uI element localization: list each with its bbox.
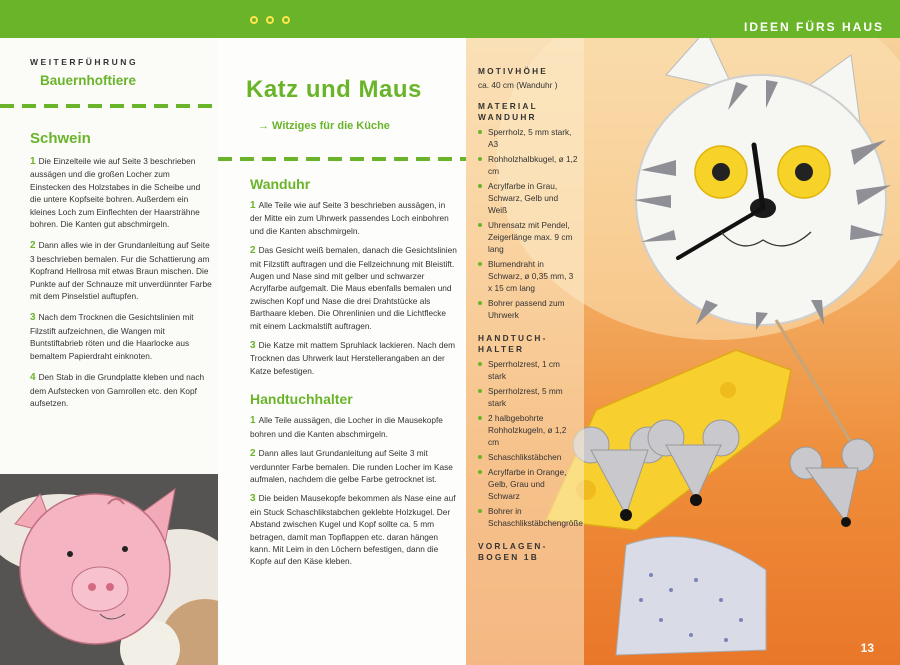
handtuchhalter-step: 2 Dann alles laut Grundanleitung auf Seite 3 mit verdunnter Farbe bemalen. Die runden Locher im Kase aufmalen, nachdem die gelbe Farbe getrocknet ist. bbox=[250, 448, 453, 484]
material-wanduhr-list bbox=[478, 126, 578, 321]
left-dash-divider bbox=[0, 104, 212, 108]
material-item: Sperrholzrest, 1 cm stark bbox=[478, 358, 578, 382]
material-halter-heading: HANDTUCH-HALTER bbox=[478, 333, 548, 355]
material-item: Bohrer in Schaschlikstäbchengröße bbox=[478, 505, 578, 529]
material-wanduhr-heading: MATERIAL WANDUHR bbox=[478, 101, 538, 123]
material-item: Schaschlikstäbchen bbox=[478, 451, 578, 463]
vorlagen-bogen-heading: VORLAGEN-BOGEN 1B bbox=[478, 541, 548, 563]
decorative-dots bbox=[250, 16, 290, 24]
material-item: Blumendraht in Schwarz, ø 0,35 mm, 3 x 15 cm lang bbox=[478, 258, 578, 294]
wanduhr-step: 3 Die Katze mit mattem Spruhlack lackieren. Nach dem Trocknen das Uhrwerk laut Herstellerangaben an der Katze befestigen. bbox=[250, 340, 455, 376]
section-title-wanduhr: Wanduhr bbox=[250, 176, 311, 192]
section-title-handtuchhalter: Handtuchhalter bbox=[250, 391, 353, 408]
pig-photo-illustration bbox=[0, 474, 218, 665]
motif-height-value: ca. 40 cm (Wanduhr ) bbox=[478, 80, 558, 90]
main-title: Katz und Maus bbox=[246, 76, 422, 103]
left-step: 1 Die Einzelteile wie auf Seite 3 beschrieben aussägen und die großen Locher zum Einstecken des Holzstabes in die Scheibe und die untere Kopfseite bohren. Außerdem ein kleines Loch zum Einflechten der Haarsträhne bohren. Die Kanten gut abschmirgeln. bbox=[30, 156, 201, 230]
motif-height-heading: MOTIVHÖHE bbox=[478, 66, 549, 76]
material-item: Acrylfarbe in Orange, Gelb, Grau und Schwarz bbox=[478, 466, 578, 502]
handtuchhalter-step: 3 Die beiden Mausekopfe bekommen als Nase eine auf ein Stuck Schaschlikstabchen geklebte Holzkugel. Der Abstand zwischen Kugel und Kopf sollte ca. 5 mm betragen, damit man Topflappen etc. daran hängen kann. Mit Leim in den Löchern befestigen, dann die Kopfe auf den Käse kleben. bbox=[250, 493, 456, 567]
material-item: 2 halbgebohrte Rohholzkugeln, ø 1,2 cm bbox=[478, 412, 578, 448]
wanduhr-step: 2 Das Gesicht weiß bemalen, danach die Gesichtslinien mit Filzstift auftragen und die Fellzeichnung mit Bleistift. Augen und Nase sind mit gelber und schwarzer Acrylfarbe aufgemalt. Die Maus ebenfalls bemalen und zwischen Kopf und Nase die drei Drahtstücke als Barthaare kleben. Die Ohrenlinien und die Lichtflecke mit einem Lackmalstift auftragen. bbox=[250, 245, 457, 331]
left-kicker: WEITERFÜHRUNG bbox=[30, 57, 139, 67]
left-title: Bauernhoftiere bbox=[40, 73, 137, 88]
left-step: 4 Den Stab in die Grundplatte kleben und nach dem Aufstecken von Garnrollen etc. den Kopf aufsetzen. bbox=[30, 372, 205, 408]
section-header: IDEEN FÜRS HAUS bbox=[743, 20, 884, 34]
left-step: 3 Nach dem Trocknen die Gesichtslinien mit Filzstift aufzeichnen, die Wangen mit Buntstiftabrieb röten und die Haarlocke aus bemaltem Papierdraht einknoten. bbox=[30, 312, 194, 361]
material-item: Sperrholz, 5 mm stark, A3 bbox=[478, 126, 578, 150]
material-item: Uhrensatz mit Pendel, Zeigerlänge max. 9 cm lang bbox=[478, 219, 578, 255]
material-halter-list bbox=[478, 358, 584, 529]
left-steps bbox=[30, 155, 212, 409]
material-item: Bohrer passend zum Uhrwerk bbox=[478, 297, 578, 321]
top-bar-left bbox=[0, 0, 218, 38]
page-number: 13 bbox=[860, 641, 874, 655]
mid-dash-divider bbox=[218, 157, 466, 161]
material-item: Rohholzhalbkugel, ø 1,2 cm bbox=[478, 153, 578, 177]
main-subtitle: → Witziges für die Küche bbox=[258, 120, 390, 132]
material-item: Acrylfarbe in Grau, Schwarz, Gelb und Weiß bbox=[478, 180, 578, 216]
material-item: Sperrholzrest, 5 mm stark bbox=[478, 385, 578, 409]
left-step: 2 Dann alles wie in der Grundanleitung auf Seite 3 beschrieben bemalen. Fur die Schattierung am Kopfrand Hellrosa mit etwas Braun mischen. Die Punkte auf der Schnauze mit unverdünnter Farbe mit dem Pinselstiel auftupfen. bbox=[30, 240, 212, 302]
wanduhr-step: 1 Alle Teile wie auf Seite 3 beschrieben aussägen, in der Mitte ein zum Uhrwerk passendes Loch einbohren und die Kanten abschmirgeln. bbox=[250, 200, 449, 236]
left-section-title: Schwein bbox=[30, 130, 91, 147]
handtuchhalter-step: 1 Alle Teile aussägen, die Locher in die Mausekopfe bohren und die Kanten abschmirgeln. bbox=[250, 415, 443, 439]
